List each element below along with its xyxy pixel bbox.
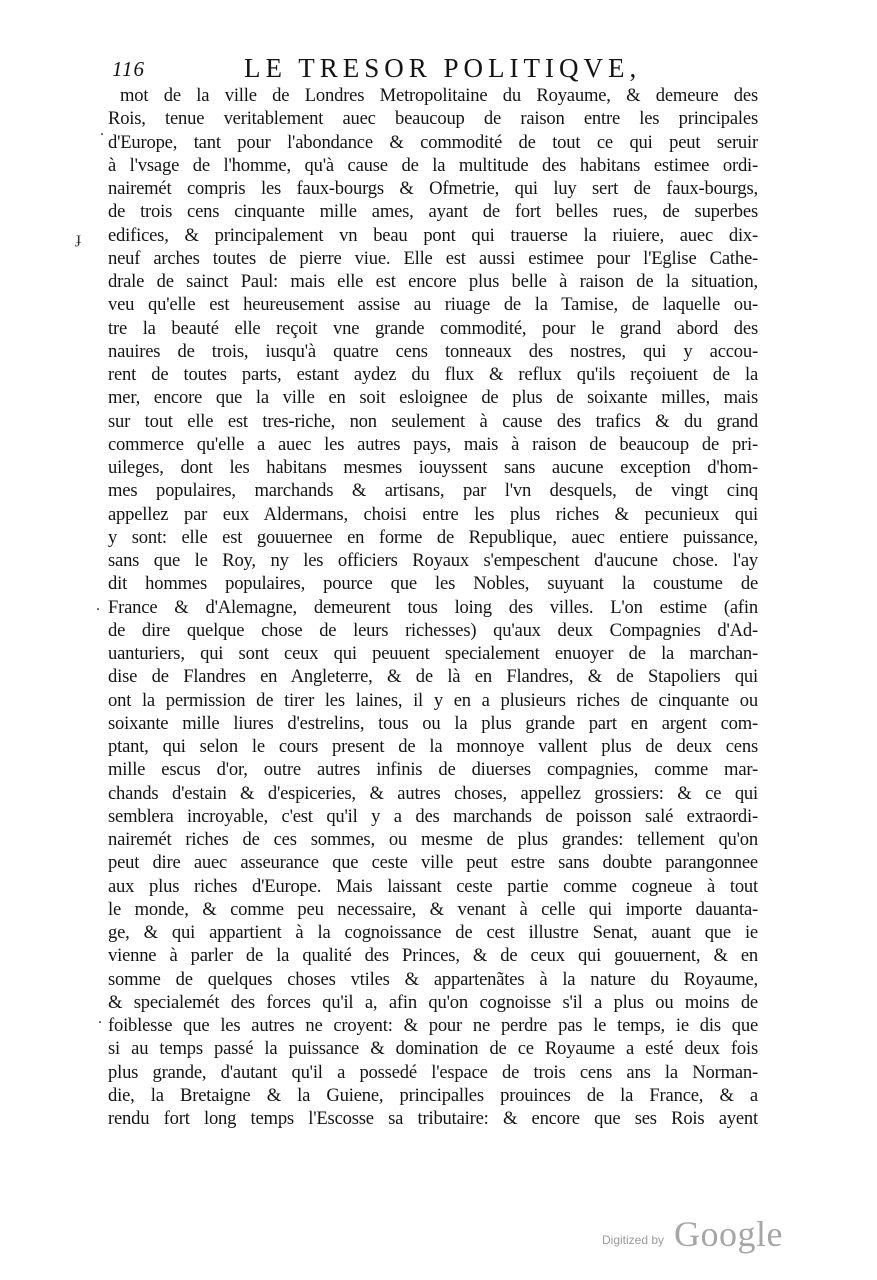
text-line: & specialemét des forces qu'il a, afin qu'on cognoisse s'il a plus ou moins de bbox=[108, 991, 758, 1013]
text-line: le monde, & comme peu necessaire, & venant à celle qui importe dauanta- bbox=[108, 898, 758, 920]
text-line: uileges, dont les habitans mesmes iouyssent sans aucune exception d'hom- bbox=[108, 457, 758, 478]
text-line: ptant, qui selon le cours present de la monnoye vallent plus de deux cens bbox=[108, 736, 758, 757]
text-line: de dire quelque chose de leurs richesses) qu'aux deux Compagnies d'Ad- bbox=[108, 619, 758, 641]
text-line: nairemét riches de ces sommes, ou mesme de plus grandes: tellement qu'on bbox=[108, 829, 758, 850]
page-number: 116 bbox=[112, 57, 145, 81]
google-logo: Google bbox=[674, 1214, 783, 1254]
text-line: aux plus riches d'Europe. Mais laissant ceste partie comme cogneue à tout bbox=[108, 875, 758, 897]
text-line: neuf arches toutes de pierre viue. Elle est aussi estimee pour l'Eglise Cathe- bbox=[108, 247, 758, 269]
text-line: soixante mille liures d'estrelins, tous ou la plus grande part en argent com- bbox=[108, 712, 758, 734]
margin-mark: ɟ bbox=[76, 230, 82, 247]
text-line: drale de sainct Paul: mais elle est encore plus belle à raison de la situation, bbox=[108, 271, 758, 292]
text-line: nauires de trois, iusqu'à quatre cens tonneaux des nostres, qui y accou- bbox=[108, 340, 758, 362]
text-line: die, la Bretaigne & la Guiene, principalles prouinces de la France, & a bbox=[108, 1084, 758, 1106]
text-line: d'Europe, tant pour l'abondance & commodité de tout ce qui peut seruir bbox=[108, 131, 758, 153]
text-line: dit hommes populaires, pource que les Nobles, suyuant la coustume de bbox=[108, 573, 758, 595]
text-line: dise de Flandres en Angleterre, & de là en Flandres, & de Stapoliers qui bbox=[108, 666, 758, 688]
text-line: rent de toutes parts, estant aydez du flux & reflux qu'ils reçoiuent de la bbox=[108, 364, 758, 385]
text-line: semblera incroyable, c'est qu'il y a des marchands de poisson salé extraordi- bbox=[108, 805, 758, 827]
running-title: LE TRESOR POLITIQVE, bbox=[244, 53, 642, 83]
text-line: sans que le Roy, ny les officiers Royaux s'empeschent d'aucune chose. l'ay bbox=[108, 550, 758, 571]
text-line: somme de quelques choses vtiles & appartenãtes à la nature du Royaume, bbox=[108, 968, 758, 990]
text-line: mer, encore que la ville en soit esloignee de plus de soixante milles, mais bbox=[108, 387, 758, 409]
text-line: France & d'Alemagne, demeurent tous loing des villes. L'on estime (afin bbox=[108, 596, 758, 618]
text-line: ge, & qui appartient à la cognoissance de cest illustre Senat, auant que ie bbox=[108, 922, 758, 943]
margin-mark: . bbox=[98, 1010, 102, 1027]
text-line: à l'vsage de l'homme, qu'à cause de la multitude des habitans estimee ordi- bbox=[108, 154, 758, 176]
text-line: si au temps passé la puissance & domination de ce Royaume a esté deux fois bbox=[108, 1038, 758, 1060]
text-line: rendu fort long temps l'Escosse sa tributaire: & encore que ses Rois ayent bbox=[108, 1108, 758, 1129]
body-text bbox=[108, 84, 758, 1130]
text-line: plus grande, d'autant qu'il a possedé l'espace de trois cens ans la Norman- bbox=[108, 1061, 758, 1083]
text-line: commerce qu'elle a auec les autres pays, mais à raison de beaucoup de pri- bbox=[108, 433, 758, 455]
text-line: mes populaires, marchands & artisans, par l'vn desquels, de vingt cinq bbox=[108, 480, 758, 502]
text-line: foiblesse que les autres ne croyent: & pour ne perdre pas le temps, ie dis que bbox=[108, 1015, 758, 1036]
text-line: mille escus d'or, outre autres infinis de diuerses compagnies, comme mar- bbox=[108, 759, 758, 781]
text-line: tre la beauté elle reçoit vne grande commodité, pour le grand abord des bbox=[108, 317, 758, 339]
text-line: vienne à parler de la qualité des Princes, & de ceux qui gouuernent, & en bbox=[108, 945, 758, 967]
text-line: sur tout elle est tres-riche, non seulement à cause des trafics & du grand bbox=[108, 410, 758, 432]
text-line: appellez par eux Aldermans, choisi entre les plus riches & pecunieux qui bbox=[108, 503, 758, 525]
text-line: uanturiers, qui sont ceux qui peuuent specialement enuoyer de la marchan- bbox=[108, 643, 758, 664]
text-line: de trois cens cinquante mille ames, ayant de fort belles rues, de superbes bbox=[108, 201, 758, 223]
text-line: y sont: elle est gouuernee en forme de Republique, auec entiere puissance, bbox=[108, 526, 758, 548]
text-line: veu qu'elle est heureusement assise au riuage de la Tamise, de laquelle ou- bbox=[108, 294, 758, 316]
text-line: edifices, & principalement vn beau pont qui trauerse la riuiere, auec dix- bbox=[108, 224, 758, 246]
digitized-watermark bbox=[602, 1215, 802, 1265]
text-line: peut dire auec asseurance que ceste ville peut estre sans doubte parangonnee bbox=[108, 852, 758, 874]
text-line: chands d'estain & d'espiceries, & autres choses, appellez grossiers: & ce qui bbox=[108, 782, 758, 804]
text-line: nairemét compris les faux-bourgs & Ofmetrie, qui luy sert de faux-bourgs, bbox=[108, 178, 758, 199]
text-line: mot de la ville de Londres Metropolitaine du Royaume, & demeure des bbox=[120, 85, 758, 106]
margin-mark: . bbox=[96, 597, 100, 614]
margin-mark: . bbox=[100, 122, 104, 139]
page-header bbox=[112, 53, 752, 87]
digitized-label: Digitized by bbox=[602, 1233, 665, 1247]
text-line: Rois, tenue veritablement auec beaucoup de raison entre les principales bbox=[108, 108, 758, 130]
text-line: ont la permission de tirer les laines, il y en a plusieurs riches de cinquante ou bbox=[108, 689, 758, 711]
